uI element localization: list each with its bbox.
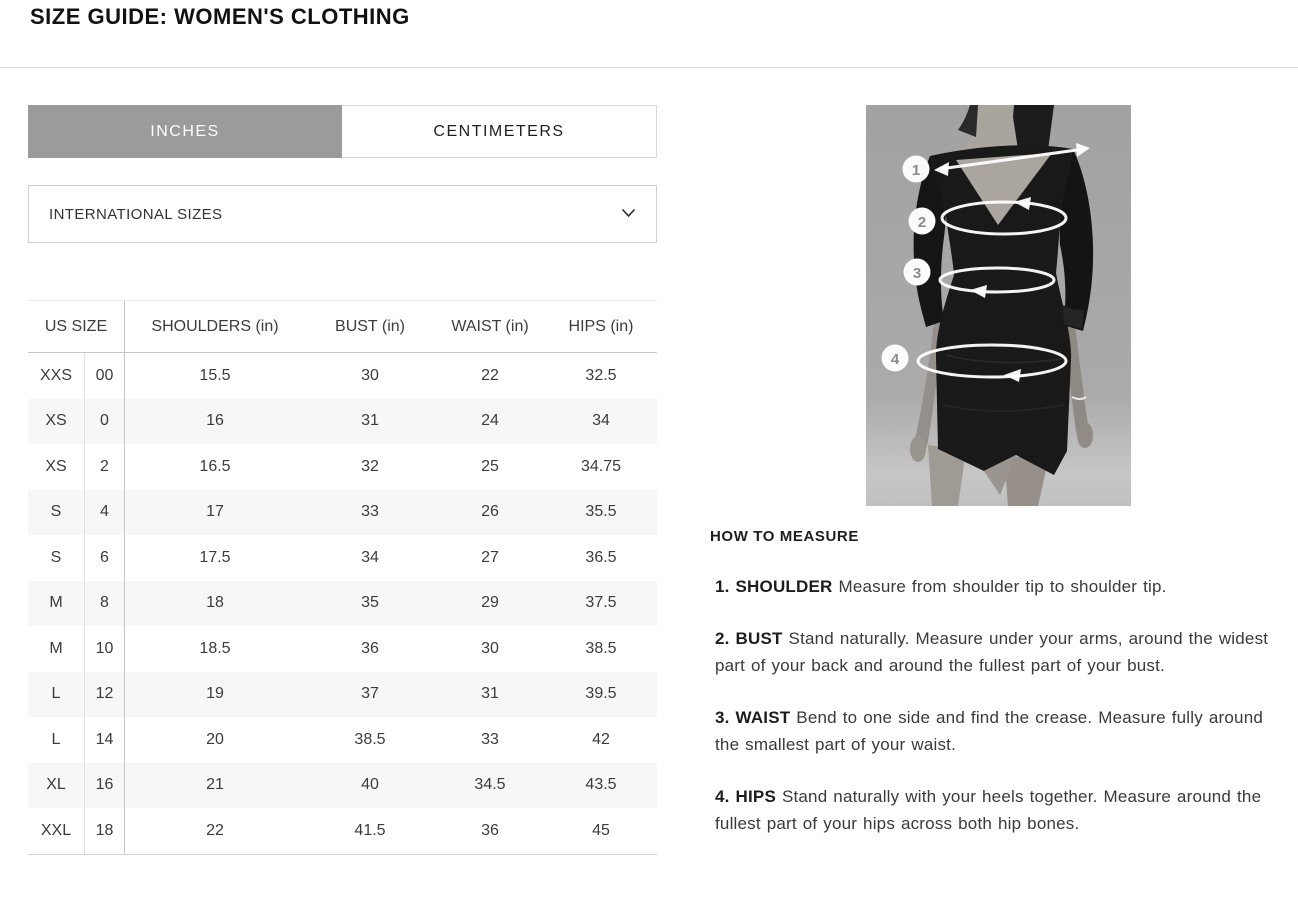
table-row	[28, 490, 657, 536]
cell-size-letter: XXS	[28, 353, 85, 399]
cell-hips: 34	[592, 412, 610, 430]
cell-shoulders: 17	[206, 503, 224, 521]
tab-inches[interactable]: INCHES	[28, 105, 342, 158]
cell-hips: 45	[592, 821, 610, 839]
cell-shoulders: 21	[206, 776, 224, 794]
cell-size-number: 16	[85, 763, 125, 809]
how-to-measure-title: HOW TO MEASURE	[710, 528, 859, 545]
cell-bust: 30	[361, 366, 379, 384]
cell-size-letter: XL	[28, 763, 85, 809]
badge-number-3: 3	[912, 265, 922, 282]
column-header-hips: HIPS (in)	[568, 317, 634, 335]
cell-size-letter: S	[28, 490, 85, 536]
cell-hips: 37.5	[585, 594, 617, 612]
cell-waist: 24	[481, 412, 499, 430]
cell-waist: 30	[481, 639, 499, 657]
cell-bust: 35	[361, 594, 379, 612]
cell-size-letter: L	[28, 717, 85, 763]
badge-number-4: 4	[890, 351, 900, 368]
cell-bust: 31	[361, 412, 379, 430]
cell-size-letter: S	[28, 535, 85, 581]
cell-bust: 32	[361, 457, 379, 475]
right-hand	[1077, 422, 1093, 448]
measurement-figure-image	[866, 105, 1131, 506]
table-row	[28, 626, 657, 672]
cell-waist: 36	[481, 821, 499, 839]
table-row	[28, 763, 657, 809]
cell-size-number: 2	[85, 444, 125, 490]
size-chart-table	[28, 300, 657, 855]
cell-bust: 33	[361, 503, 379, 521]
cell-shoulders: 19	[206, 685, 224, 703]
chevron-down-icon	[621, 205, 636, 223]
cell-waist: 31	[481, 685, 499, 703]
cell-size-number: 14	[85, 717, 125, 763]
cell-hips: 38.5	[585, 639, 617, 657]
cell-bust: 40	[361, 776, 379, 794]
selected-option-label: INTERNATIONAL SIZES	[49, 205, 223, 223]
table-row	[28, 808, 657, 854]
column-header-waist: WAIST (in)	[451, 317, 529, 335]
cell-waist: 25	[481, 457, 499, 475]
cell-size-number: 4	[85, 490, 125, 536]
cell-hips: 34.75	[580, 457, 622, 475]
badge-number-2: 2	[917, 214, 927, 231]
cell-size-number: 0	[85, 399, 125, 445]
table-row	[28, 581, 657, 627]
cell-size-number: 6	[85, 535, 125, 581]
cell-size-number: 8	[85, 581, 125, 627]
cell-shoulders: 22	[206, 821, 224, 839]
cell-shoulders: 20	[206, 730, 224, 748]
cell-size-number: 00	[85, 353, 125, 399]
measure-instructions-list	[710, 573, 1270, 837]
cell-waist: 22	[481, 366, 499, 384]
header-divider	[0, 67, 1298, 68]
cell-size-letter: L	[28, 672, 85, 718]
cell-bust: 34	[361, 548, 379, 566]
cell-size-number: 18	[85, 808, 125, 854]
cell-shoulders: 17.5	[199, 548, 231, 566]
unit-tabs	[28, 105, 657, 158]
cell-size-letter: XS	[28, 444, 85, 490]
table-row	[28, 353, 657, 399]
table-body	[28, 353, 657, 855]
measure-instruction: 1. SHOULDER Measure from shoulder tip to shoulder tip.	[715, 577, 1167, 596]
tab-centimeters[interactable]: CENTIMETERS	[342, 105, 657, 158]
woman-dress-illustration	[866, 105, 1131, 506]
cell-hips: 32.5	[585, 366, 617, 384]
table-row	[28, 672, 657, 718]
badge-number-1: 1	[911, 162, 921, 179]
cell-shoulders: 16	[206, 412, 224, 430]
cell-bust: 37	[361, 685, 379, 703]
cell-shoulders: 18	[206, 594, 224, 612]
cell-waist: 29	[481, 594, 499, 612]
measure-instruction: 4. HIPS Stand naturally with your heels together. Measure around the fullest part of your hips across both hip bones.	[715, 787, 1262, 833]
cell-shoulders: 16.5	[199, 457, 231, 475]
how-to-measure-section	[710, 528, 1270, 862]
column-header-shoulders: SHOULDERS (in)	[151, 317, 279, 335]
cell-waist: 33	[481, 730, 499, 748]
column-header-bust: BUST (in)	[335, 317, 405, 335]
cell-hips: 39.5	[585, 685, 617, 703]
cell-size-number: 12	[85, 672, 125, 718]
cell-hips: 35.5	[585, 503, 617, 521]
cell-size-letter: M	[28, 626, 85, 672]
table-header-row	[28, 300, 657, 353]
table-row	[28, 717, 657, 763]
cell-waist: 26	[481, 503, 499, 521]
cell-size-letter: M	[28, 581, 85, 627]
cell-size-number: 10	[85, 626, 125, 672]
cell-waist: 27	[481, 548, 499, 566]
cell-size-letter: XXL	[28, 808, 85, 854]
international-sizes-select[interactable]	[28, 185, 657, 243]
cell-bust: 36	[361, 639, 379, 657]
cell-hips: 43.5	[585, 776, 617, 794]
cell-hips: 36.5	[585, 548, 617, 566]
column-header-us-size: US SIZE	[28, 301, 125, 352]
table-row	[28, 535, 657, 581]
cell-shoulders: 18.5	[199, 639, 231, 657]
cell-hips: 42	[592, 730, 610, 748]
measure-instruction: 3. WAIST Bend to one side and find the crease. Measure fully around the smallest part of your waist.	[715, 708, 1264, 754]
cell-bust: 38.5	[354, 730, 386, 748]
cell-size-letter: XS	[28, 399, 85, 445]
left-hand	[910, 436, 926, 462]
measure-instruction: 2. BUST Stand naturally. Measure under your arms, around the widest part of your back and around the fullest part of your bust.	[715, 629, 1269, 675]
table-row	[28, 444, 657, 490]
cell-bust: 41.5	[354, 821, 386, 839]
page-title: SIZE GUIDE: WOMEN'S CLOTHING	[30, 4, 410, 29]
table-row	[28, 399, 657, 445]
cell-waist: 34.5	[474, 776, 506, 794]
cell-shoulders: 15.5	[199, 366, 231, 384]
